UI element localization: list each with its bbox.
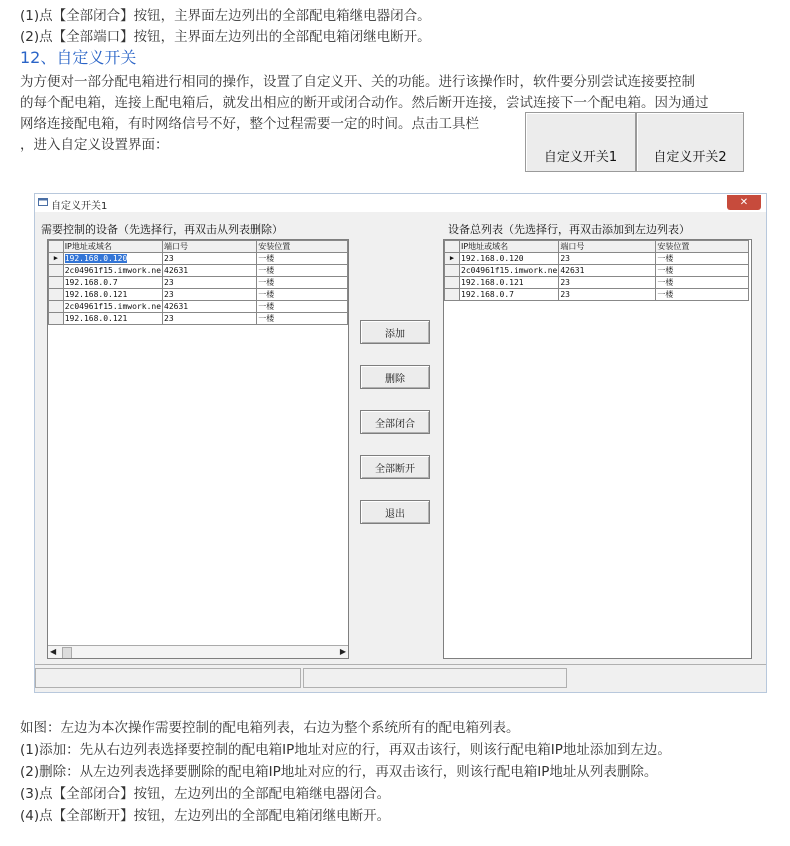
paragraph-line-3: 网络连接配电箱，有时网络信号不好，整个过程需要一定的时间。点击工具栏 xyxy=(20,116,479,132)
cell-location-text: 一楼 xyxy=(258,266,275,275)
left-list-caption: 需要控制的设备（先选择行，再双击从列表删除） xyxy=(41,223,283,236)
custom-switch-dialog xyxy=(34,193,767,693)
cell-ip[interactable] xyxy=(63,253,162,265)
column-header-location[interactable]: 安装位置 xyxy=(656,241,749,253)
cell-location[interactable] xyxy=(257,265,348,277)
cell-ip[interactable] xyxy=(63,301,162,313)
cell-port-text: 23 xyxy=(164,314,174,323)
footer-line-2: (1)添加：先从右边列表选择要控制的配电箱IP地址对应的行，再双击该行，则该行配电箱IP地址添加到左边。 xyxy=(20,742,671,758)
cell-location[interactable] xyxy=(257,313,348,325)
cell-location[interactable] xyxy=(656,253,749,265)
cell-port-text: 23 xyxy=(164,254,174,263)
cell-location[interactable] xyxy=(656,277,749,289)
cell-port-text: 23 xyxy=(164,290,174,299)
cell-location[interactable] xyxy=(257,277,348,289)
row-selector[interactable] xyxy=(445,265,460,277)
right-device-table xyxy=(444,240,749,301)
cell-location[interactable] xyxy=(257,289,348,301)
dialog-title: 自定义开关1 xyxy=(51,201,108,212)
paragraph-line-2: 的每个配电箱，连接上配电箱后，就发出相应的断开或闭合动作。然后断开连接，尝试连接下一个配电箱。因为通过 xyxy=(20,95,709,111)
cell-location-text: 一楼 xyxy=(657,254,674,263)
table-row[interactable] xyxy=(49,289,348,301)
cell-port[interactable] xyxy=(559,253,656,265)
cell-ip-text: 2c04961f15.imwork.ne xyxy=(461,266,558,275)
cell-port[interactable] xyxy=(163,253,257,265)
table-row[interactable] xyxy=(445,253,749,265)
intro-line-2: (2)点【全部端口】按钮，主界面左边列出的全部配电箱闭继电断开。 xyxy=(20,29,431,45)
table-row[interactable] xyxy=(445,277,749,289)
custom-switch-2-toolbar-button[interactable]: 自定义开关2 xyxy=(636,112,744,172)
grid-header-row xyxy=(445,241,749,253)
cell-port-text: 23 xyxy=(560,290,570,299)
row-selector[interactable] xyxy=(49,301,64,313)
horizontal-scrollbar[interactable] xyxy=(48,645,348,659)
scroll-right-arrow-icon[interactable]: ▶ xyxy=(339,647,346,656)
cell-ip-text: 2c04961f15.imwork.ne xyxy=(64,302,162,311)
cell-ip-text: 192.168.0.7 xyxy=(64,278,118,287)
open-all-button[interactable]: 全部断开 xyxy=(360,455,430,479)
cell-port[interactable] xyxy=(559,289,656,301)
cell-location[interactable] xyxy=(257,253,348,265)
cell-ip-text: 192.168.0.121 xyxy=(64,314,128,323)
column-header-port[interactable]: 端口号 xyxy=(559,241,656,253)
column-header-ip[interactable]: IP地址或域名 xyxy=(460,241,559,253)
cell-port[interactable] xyxy=(163,289,257,301)
footer-line-3: (2)删除：从左边列表选择要删除的配电箱IP地址对应的行，再双击该行，则该行配电箱IP地址从列表删除。 xyxy=(20,764,658,780)
cell-port[interactable] xyxy=(163,277,257,289)
cell-port-text: 42631 xyxy=(164,302,189,311)
cell-port[interactable] xyxy=(559,265,656,277)
table-row[interactable] xyxy=(49,253,348,265)
table-row[interactable] xyxy=(445,265,749,277)
cell-location[interactable] xyxy=(656,289,749,301)
cell-ip[interactable] xyxy=(63,313,162,325)
cell-ip-text: 2c04961f15.imwork.ne xyxy=(64,266,162,275)
section-heading: 12、自定义开关 xyxy=(20,48,137,67)
paragraph-line-4: ，进入自定义设置界面： xyxy=(20,137,169,153)
cell-ip-text: 192.168.0.7 xyxy=(461,290,514,299)
cell-location[interactable] xyxy=(656,265,749,277)
window-app-icon xyxy=(38,197,48,207)
left-device-grid[interactable] xyxy=(47,239,349,659)
table-row[interactable] xyxy=(49,313,348,325)
footer-line-4: (3)点【全部闭合】按钮，左边列出的全部配电箱继电器闭合。 xyxy=(20,786,391,802)
table-row[interactable] xyxy=(49,265,348,277)
cell-port-text: 23 xyxy=(560,254,570,263)
table-row[interactable] xyxy=(445,289,749,301)
cell-ip[interactable] xyxy=(460,289,559,301)
cell-ip-text: 192.168.0.120 xyxy=(64,254,128,263)
row-selector[interactable] xyxy=(49,277,64,289)
column-header-ip[interactable]: IP地址或域名 xyxy=(63,241,162,253)
exit-button[interactable]: 退出 xyxy=(360,500,430,524)
right-list-caption: 设备总列表（先选择行，再双击添加到左边列表） xyxy=(448,223,690,236)
column-header-port[interactable]: 端口号 xyxy=(163,241,257,253)
table-row[interactable] xyxy=(49,301,348,313)
scrollbar-thumb[interactable] xyxy=(62,647,72,659)
row-header-corner xyxy=(49,241,64,253)
cell-ip[interactable] xyxy=(63,277,162,289)
row-pointer-icon[interactable]: ▶ xyxy=(445,253,460,265)
cell-port-text: 23 xyxy=(164,278,174,287)
cell-port-text: 23 xyxy=(560,278,570,287)
cell-location-text: 一楼 xyxy=(657,266,674,275)
status-panel-2 xyxy=(303,668,567,688)
cell-location-text: 一楼 xyxy=(657,290,674,299)
close-all-button[interactable]: 全部闭合 xyxy=(360,410,430,434)
close-icon[interactable]: ✕ xyxy=(727,195,761,210)
footer-line-5: (4)点【全部断开】按钮，左边列出的全部配电箱闭继电断开。 xyxy=(20,808,391,824)
scroll-left-arrow-icon[interactable]: ◀ xyxy=(50,647,57,656)
table-row[interactable] xyxy=(49,277,348,289)
cell-port-text: 42631 xyxy=(560,266,585,275)
cell-location[interactable] xyxy=(257,301,348,313)
add-button[interactable]: 添加 xyxy=(360,320,430,344)
cell-port[interactable] xyxy=(163,301,257,313)
cell-location-text: 一楼 xyxy=(258,278,275,287)
row-selector[interactable] xyxy=(49,265,64,277)
dialog-titlebar xyxy=(35,194,766,212)
row-header-corner xyxy=(445,241,460,253)
cell-location-text: 一楼 xyxy=(258,302,275,311)
cell-ip[interactable] xyxy=(63,265,162,277)
cell-ip[interactable] xyxy=(460,265,559,277)
row-selector[interactable] xyxy=(445,289,460,301)
cell-port-text: 42631 xyxy=(164,266,189,275)
cell-ip[interactable] xyxy=(63,289,162,301)
cell-ip[interactable] xyxy=(460,277,559,289)
intro-line-1: (1)点【全部闭合】按钮，主界面左边列出的全部配电箱继电器闭合。 xyxy=(20,8,431,24)
cell-location-text: 一楼 xyxy=(258,314,275,323)
cell-ip-text: 192.168.0.121 xyxy=(461,278,524,287)
grid-header-row xyxy=(49,241,348,253)
cell-ip[interactable] xyxy=(460,253,559,265)
custom-switch-1-toolbar-button[interactable]: 自定义开关1 xyxy=(525,112,636,172)
cell-location-text: 一楼 xyxy=(258,290,275,299)
cell-location-text: 一楼 xyxy=(258,254,275,263)
row-selector[interactable] xyxy=(49,313,64,325)
row-selector[interactable] xyxy=(445,277,460,289)
footer-line-1: 如图：左边为本次操作需要控制的配电箱列表，右边为整个系统所有的配电箱列表。 xyxy=(20,720,520,736)
cell-port[interactable] xyxy=(163,265,257,277)
row-selector[interactable] xyxy=(49,289,64,301)
cell-port[interactable] xyxy=(559,277,656,289)
paragraph-line-1: 为方便对一部分配电箱进行相同的操作，设置了自定义开、关的功能。进行该操作时，软件要分别尝试连接要控制 xyxy=(20,74,695,90)
left-device-table xyxy=(48,240,348,325)
row-pointer-icon[interactable]: ▶ xyxy=(49,253,64,265)
delete-button[interactable]: 删除 xyxy=(360,365,430,389)
status-panel-1 xyxy=(35,668,301,688)
cell-ip-text: 192.168.0.121 xyxy=(64,290,128,299)
cell-ip-text: 192.168.0.120 xyxy=(461,254,524,263)
cell-location-text: 一楼 xyxy=(657,278,674,287)
right-device-grid[interactable] xyxy=(443,239,752,659)
status-bar xyxy=(35,664,766,693)
cell-port[interactable] xyxy=(163,313,257,325)
column-header-location[interactable]: 安装位置 xyxy=(257,241,348,253)
